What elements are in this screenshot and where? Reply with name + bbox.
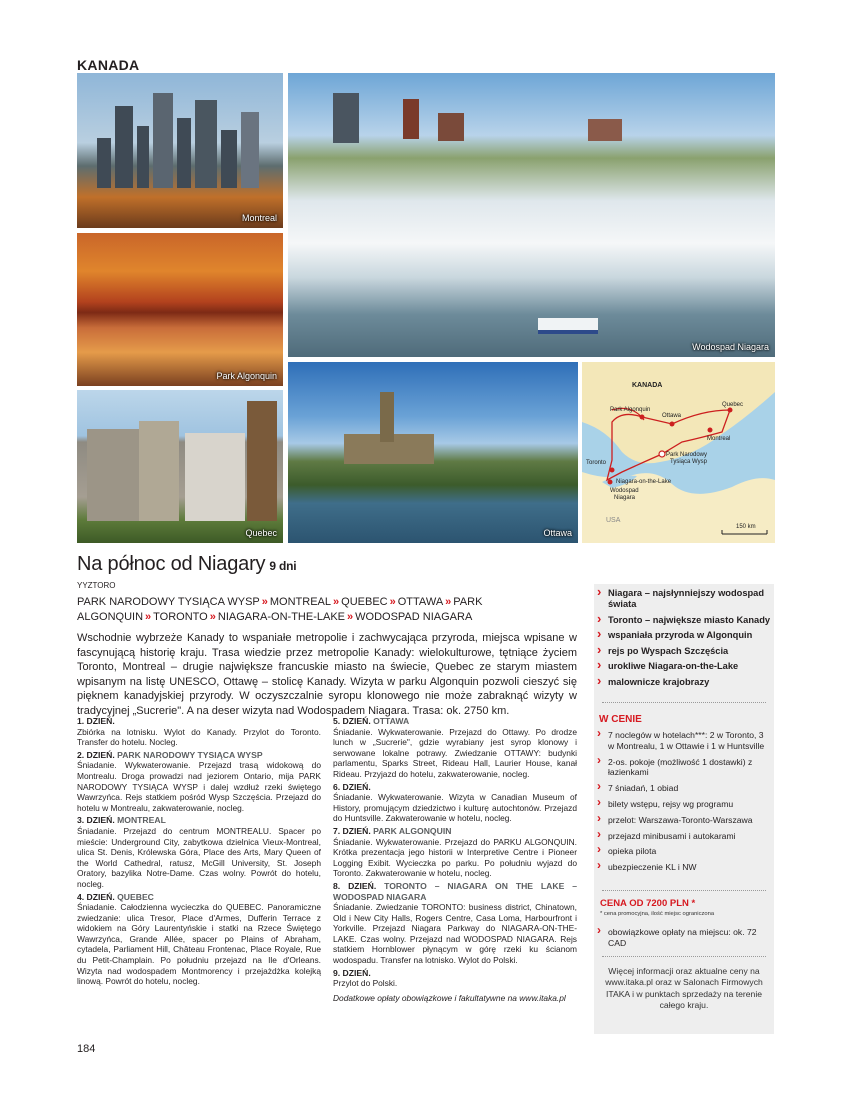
included-item: › 7 noclegów w hotelach***: 2 w Toronto, 3 w Montrealu, 1 w Ottawie i 1 w Huntsville <box>596 730 772 752</box>
highlight-item: › malownicze krajobrazy <box>596 677 772 688</box>
included-item: › przejazd minibusami i autokarami <box>596 831 772 842</box>
page-number: 184 <box>77 1043 96 1055</box>
country-heading: KANADA <box>77 57 140 73</box>
tour-code: YYZTORO <box>77 581 116 590</box>
day-place: MONTREAL <box>117 815 166 826</box>
map-scale: 150 km <box>736 524 756 530</box>
day-entry <box>77 716 321 748</box>
tour-route <box>77 595 577 625</box>
day-text: Zbiórka na lotnisku. Wylot do Kanady. Przylot do Toronto. Transfer do hotelu. Nocleg. <box>77 726 321 748</box>
day-place: PARK ALGONQUIN <box>373 825 452 836</box>
obligatory-fees <box>596 927 772 954</box>
map-label-park-tysiaca-2: Tysiąca Wysp <box>670 459 707 465</box>
day-text: Śniadanie. Zwiedzanie TORONTO: business district, Chinatown, Old i New City Halls, Rogers Centre, Casa Loma, Harbourfront i Yorkville. Przejazd Niagara Parkway do NIAGARA-ON-THE-LAKE. Czas wolny. Przejazd nad WODOSPAD NIAGARA. Rejs statkiem Hornblower płynącym w górę rzeki ku ścianom wodospadu. Transfer na lotnisko. Wylot do Polski. <box>333 902 577 966</box>
day-heading <box>333 881 577 902</box>
map-label-niagara-lake: Niagara-on-the-Lake <box>616 479 672 485</box>
photo-quebec <box>77 390 283 543</box>
map-label-toronto: Toronto <box>586 460 607 466</box>
highlight-item: › Toronto – największe miasto Kanady <box>596 615 772 626</box>
included-item: › 2-os. pokoje (możliwość 1 dostawki) z łazienkami <box>596 757 772 779</box>
highlight-item: › Niagara – najsłynniejszy wodospad świata <box>596 588 772 610</box>
map-label-montreal: Montreal <box>707 436 731 442</box>
day-entry <box>333 826 577 879</box>
day-text: Śniadanie. Wykwaterowanie. Przejazd do Ottawy. Po drodze lunch w „Sucrerie", gdzie wyrabiany jest syrop klonowy i serwowane lokalne potrawy. Zwiedzanie OTTAWY: budynki parlamentu, Sparks Street, Rideau Hall, Laurier House, kanał Rideau. Przyjazd do hotelu, zakwaterowanie, nocleg. <box>333 726 577 779</box>
day-heading <box>77 892 321 903</box>
map-label-quebec: Quebec <box>722 402 744 408</box>
day-entry <box>333 782 577 824</box>
day-text: Śniadanie. Wykwaterowanie. Przejazd do PARKU ALGONQUIN. Krótka prezentacja jego historii w Interpretive Centre i Pioneer Logging Exibit. Wycieczka po parku. Po południu wyjazd do Toronto. Zakwaterowanie w hotelu, nocleg. <box>333 836 577 879</box>
included-list <box>596 730 772 878</box>
route-separator: » <box>145 611 152 623</box>
route-stop: QUEBEC <box>341 596 388 608</box>
tour-days: 9 dni <box>269 559 297 573</box>
photo-algonquin <box>77 233 283 386</box>
route-separator: » <box>389 596 396 608</box>
map-label-park-tysiaca: Park Narodowy <box>666 452 708 458</box>
day-heading <box>333 968 577 979</box>
caption-algonquin: Park Algonquin <box>216 371 277 381</box>
route-map <box>582 362 775 543</box>
route-stop: OTTAWA <box>397 596 444 608</box>
day-text: Śniadanie. Wykwaterowanie. Wizyta w Canadian Museum of History, promującym dziedzictwo i kulturę autochtonów. Przejazd do Huntsville. Zakwaterowanie w hotelu, nocleg. <box>333 792 577 824</box>
day-text: Śniadanie. Przejazd do centrum MONTREALU. Spacer po mieście: Underground City, zabytkowa dzielnica Vieux-Montreal, ulica St. Denis, Królewska Góra, Place des Arts, Mary Queen of the World Cathedral, ratusz, McGill University, St. Joseph Oratory, bazylika Notre-Dame. Czas wolny. Powrót do hotelu, nocleg. <box>77 825 321 889</box>
day-place: PARK NARODOWY TYSIĄCA WYSP <box>117 749 263 760</box>
route-stop: MONTREAL <box>269 596 332 608</box>
day-entry <box>333 716 577 780</box>
route-stop: NIAGARA-ON-THE-LAKE <box>217 611 346 623</box>
day-text: Śniadanie. Całodzienna wycieczka do QUEBEC. Panoramiczne zwiedzanie: ulica Tresor, Place d'Armes, Dufferin Terrace z widokiem na Góry Laurentyńskie i statki na Rzece Świętego Wawrzyńca, Grande Allée, spacer po Plains of Abraham, cytadela, Parliament Hill, Château Frontenac, Place Royale, Rue du Petit-Champlain. Po południu przejazd na Ile d'Orleans. Wizyta nad wodospadem Montmorency i przejażdżka kolejką linową. Powrót do hotelu, nocleg. <box>77 902 321 987</box>
day-heading <box>77 750 321 761</box>
included-item: › bilety wstępu, rejsy wg programu <box>596 799 772 810</box>
divider <box>602 956 766 957</box>
price-included-heading: W CENIE <box>599 714 642 725</box>
day-entry <box>333 968 577 989</box>
included-item: › ubezpieczenie KL i NW <box>596 862 772 873</box>
day-heading <box>333 782 577 793</box>
day-place: OTTAWA <box>373 716 410 726</box>
map-label-wodospad-2: Niagara <box>614 495 636 501</box>
included-item: › 7 śniadań, 1 obiad <box>596 783 772 794</box>
divider <box>602 702 766 703</box>
day-number: 5. DZIEŃ. <box>333 716 371 726</box>
obligatory-fees-item: › obowiązkowe opłaty na miejscu: ok. 72 CAD <box>596 927 772 949</box>
route-stop: PARK NARODOWY TYSIĄCA WYSP <box>77 596 260 608</box>
day-number: 1. DZIEŃ. <box>77 716 115 726</box>
caption-ottawa: Ottawa <box>543 528 572 538</box>
caption-montreal: Montreal <box>241 213 277 223</box>
route-separator: » <box>209 611 216 623</box>
photo-ottawa <box>288 362 578 543</box>
day-entry <box>77 815 321 889</box>
tour-title <box>77 553 296 576</box>
day-number: 8. DZIEŃ. <box>333 880 377 891</box>
day-number: 7. DZIEŃ. <box>333 825 371 836</box>
map-label-ottawa: Ottawa <box>662 413 682 419</box>
highlights-list <box>596 588 772 692</box>
route-separator: » <box>445 596 452 608</box>
day-heading <box>77 716 321 727</box>
day-place: TORONTO – NIAGARA ON THE LAKE – WODOSPAD NIAGARA <box>333 880 577 902</box>
day-entry <box>77 892 321 987</box>
day-number: 4. DZIEŃ. <box>77 891 115 902</box>
day-number: 9. DZIEŃ. <box>333 967 371 978</box>
day-text: Śniadanie. Wykwaterowanie. Przejazd trasą widokową do Montrealu. Droga prowadzi nad jeziorem Ontario, mija PARK NARODOWY TYSIĄCA WYSP i dalej wzdłuż rzeki świętego Wawrzyńca. Rejs statkiem pośród Wysp Szczęścia. Przejazd do hotelu w Montrealu, zakwaterowanie, nocleg. <box>77 760 321 813</box>
route-stop: TORONTO <box>153 611 208 623</box>
day-place: QUEBEC <box>117 891 154 902</box>
route-stop: PARK ALGONQUIN <box>77 596 483 623</box>
sidebar <box>594 584 774 1034</box>
included-item: › opieka pilota <box>596 846 772 857</box>
photo-niagara <box>288 73 775 357</box>
day-number: 3. DZIEŃ. <box>77 815 115 826</box>
included-item: › przelot: Warszawa-Toronto-Warszawa <box>596 815 772 826</box>
map-label-park-algonquin: Park Algonquin <box>610 407 651 413</box>
map-label-usa: USA <box>606 517 621 524</box>
day-entry <box>77 750 321 814</box>
tour-intro: Wschodnie wybrzeże Kanady to wspaniałe metropolie i zachwycająca przyroda, miejsca wpisane w fascynującą historię kraju. Trasa wiedzie przez metropolie Kanady: wielokulturowe, tętniące życiem Toronto, Montreal – drugie największe francuskie miasto na świecie, Quebec ze starym miastem wpisanym na listę UNESCO, Ottawę – stolicę Kanady. Wizyta w parku Algonquin pozwoli cieszyć się pięknem kanadyjskiej przyrody. W oczyszczalnie syropu klonowego nie może zabraknąć wizyty w tradycyjnej „Sucrerie". A na deser wizyta nad Wodospadem Niagara. Trasa: ok. 2750 km. <box>77 632 577 717</box>
more-info: Więcej informacji oraz aktualne ceny na www.itaka.pl oraz w Salonach Firmowych ITAKA i w punktach sprzedaży na terenie całego kraju. <box>605 966 763 1011</box>
price: CENA OD 7200 PLN * <box>600 898 696 909</box>
day-heading <box>77 815 321 826</box>
day-number: 2. DZIEŃ. <box>77 749 115 760</box>
day-entry <box>333 881 577 966</box>
day-heading <box>333 716 577 727</box>
day-heading <box>333 826 577 837</box>
route-separator: » <box>347 611 354 623</box>
caption-quebec: Quebec <box>245 528 277 538</box>
route-stop: WODOSPAD NIAGARA <box>355 611 473 623</box>
highlight-item: › rejs po Wyspach Szczęścia <box>596 646 772 657</box>
program-column-left <box>77 716 321 989</box>
extras-note: Dodatkowe opłaty obowiązkowe i fakultatywne na www.itaka.pl <box>333 992 566 1003</box>
divider <box>602 890 766 891</box>
highlight-item: › urokliwe Niagara-on-the-Lake <box>596 661 772 672</box>
map-title: KANADA <box>632 382 663 389</box>
map-label-wodospad: Wodospad <box>610 488 639 494</box>
caption-niagara: Wodospad Niagara <box>692 342 769 352</box>
day-text: Przylot do Polski. <box>333 978 398 989</box>
route-separator: » <box>261 596 268 608</box>
route-separator: » <box>333 596 340 608</box>
program-column-right <box>333 716 577 1003</box>
photo-montreal <box>77 73 283 228</box>
day-number: 6. DZIEŃ. <box>333 781 371 792</box>
highlight-item: › wspaniała przyroda w Algonquin <box>596 630 772 641</box>
tour-title-text: Na północ od Niagary <box>77 553 266 575</box>
price-note: * cena promocyjna, ilość miejsc ograniczona <box>600 911 715 917</box>
